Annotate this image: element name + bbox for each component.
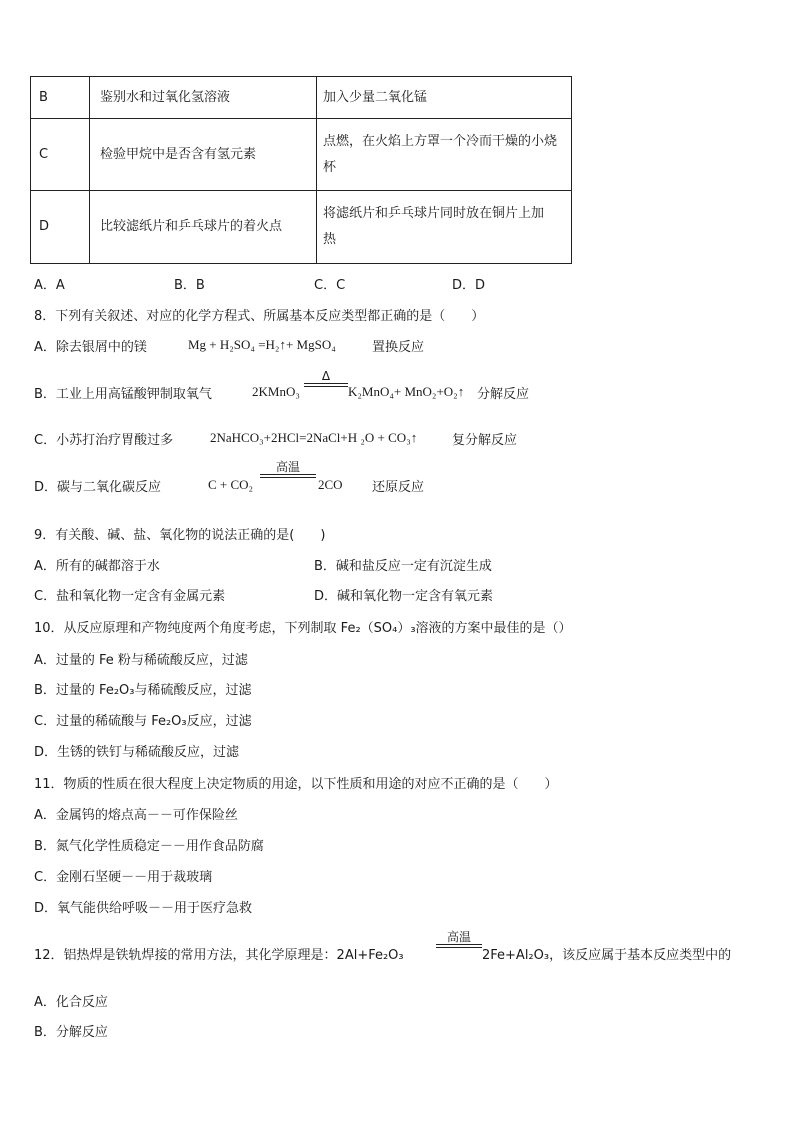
table-row xyxy=(31,77,572,119)
q8-stem: 8．下列有关叙述、对应的化学方程式、所属基本反应类型都正确的是（ ） xyxy=(34,309,485,324)
table-row xyxy=(31,191,572,264)
q11-option-a: A．金属钨的熔点高－－可作保险丝 xyxy=(34,808,238,823)
q11-option-d: D．氧气能供给呼吸－－用于医疗急救 xyxy=(34,901,253,916)
table-cell-purpose: 比较滤纸片和乒乓球片的着火点 xyxy=(90,191,317,264)
q7-choice-b: B．B xyxy=(174,278,205,293)
q12-condition xyxy=(436,930,482,948)
q7-choice-c: C．C xyxy=(314,278,346,293)
q8-option-b-label: B．工业上用高锰酸钾制取氧气 xyxy=(34,387,212,402)
q10-option-c: C．过量的稀硫酸与 Fe₂O₃反应，过滤 xyxy=(34,714,252,729)
q8-option-d-condition xyxy=(260,460,316,478)
q10-stem: 10．从反应原理和产物纯度两个角度考虑，下列制取 Fe₂（SO₄）₃溶液的方案中最佳的是（） xyxy=(34,621,572,636)
table-cell-option: B xyxy=(31,77,90,119)
q10-option-d: D．生锈的铁钉与稀硫酸反应，过滤 xyxy=(34,745,240,760)
q8-option-b-condition xyxy=(304,369,348,387)
table-cell-option: D xyxy=(31,191,90,264)
q8-option-d-eq-right: 2CO xyxy=(318,477,343,492)
q8-option-c-equation: 2NaHCO₃+2HCl=2NaCl+H ₂O + CO₃↑ xyxy=(210,430,418,445)
experiment-table xyxy=(30,76,572,264)
q12-stem-right: 2Fe+Al₂O₃，该反应属于基本反应类型中的 xyxy=(482,948,732,963)
table-cell-option: C xyxy=(31,119,90,191)
table-cell-method xyxy=(317,191,572,264)
q7-choice-d: D．D xyxy=(452,278,486,293)
q8-option-b-eq-right: K₂MnO₄+ MnO₂+O₂↑ xyxy=(348,384,465,399)
q12-stem-left: 12．铝热焊是铁轨焊接的常用方法，其化学原理是：2Al+Fe₂O₃ xyxy=(34,948,404,963)
q11-option-b: B．氮气化学性质稳定－－用作食品防腐 xyxy=(34,839,264,854)
table-cell-purpose: 鉴别水和过氧化氢溶液 xyxy=(90,77,317,119)
q11-stem: 11．物质的性质在很大程度上决定物质的用途，以下性质和用途的对应不正确的是（ ） xyxy=(34,777,558,792)
q8-option-a-label: A．除去银屑中的镁 xyxy=(34,340,147,355)
table-row xyxy=(31,119,572,191)
q8-option-d-label: D．碳与二氧化碳反应 xyxy=(34,480,162,495)
method-line: 杯 xyxy=(323,159,337,175)
q9-option-c: C．盐和氧化物一定含有金属元素 xyxy=(34,589,226,604)
q8-option-c-label: C．小苏打治疗胃酸过多 xyxy=(34,433,174,448)
condition-label: 高温 xyxy=(275,460,300,474)
method-line: 热 xyxy=(323,232,337,247)
q7-choice-a: A．A xyxy=(34,278,65,293)
q8-option-d-type: 还原反应 xyxy=(372,480,425,495)
q8-option-c-type: 复分解反应 xyxy=(452,433,518,448)
q8-option-b-type: 分解反应 xyxy=(477,387,530,402)
q9-option-a: A．所有的碱都溶于水 xyxy=(34,559,160,574)
q11-option-c: C．金刚石坚硬－－用于裁玻璃 xyxy=(34,870,213,885)
q12-option-b: B．分解反应 xyxy=(34,1025,108,1040)
method-line: 加入少量二氧化锰 xyxy=(323,89,428,105)
q10-option-a: A．过量的 Fe 粉与稀硫酸反应，过滤 xyxy=(34,653,248,668)
q9-stem: 9．有关酸、碱、盐、氧化物的说法正确的是( ) xyxy=(34,528,326,543)
condition-label: 高温 xyxy=(446,930,471,944)
q8-option-d-eq-left: C + CO₂ xyxy=(208,477,254,492)
q9-option-d: D．碱和氧化物一定含有氧元素 xyxy=(314,589,494,604)
table-cell-method xyxy=(317,119,572,191)
condition-label: Δ xyxy=(321,369,331,383)
q8-option-b-eq-left: 2KMnO₃ xyxy=(252,384,300,399)
method-line: 将滤纸片和乒乓球片同时放在铜片上加 xyxy=(323,206,545,221)
q10-option-b: B．过量的 Fe₂O₃与稀硫酸反应，过滤 xyxy=(34,683,252,698)
method-line: 点燃，在火焰上方罩一个冷而干燥的小烧 xyxy=(323,133,558,149)
table-cell-purpose: 检验甲烷中是否含有氢元素 xyxy=(90,119,317,191)
q9-option-b: B．碱和盐反应一定有沉淀生成 xyxy=(314,559,492,574)
q8-option-a-equation: Mg + H₂SO₄ =H₂↑+ MgSO₄ xyxy=(188,337,336,352)
table-cell-method xyxy=(317,77,572,119)
q8-option-a-type: 置换反应 xyxy=(372,340,425,355)
q12-option-a: A．化合反应 xyxy=(34,995,108,1010)
